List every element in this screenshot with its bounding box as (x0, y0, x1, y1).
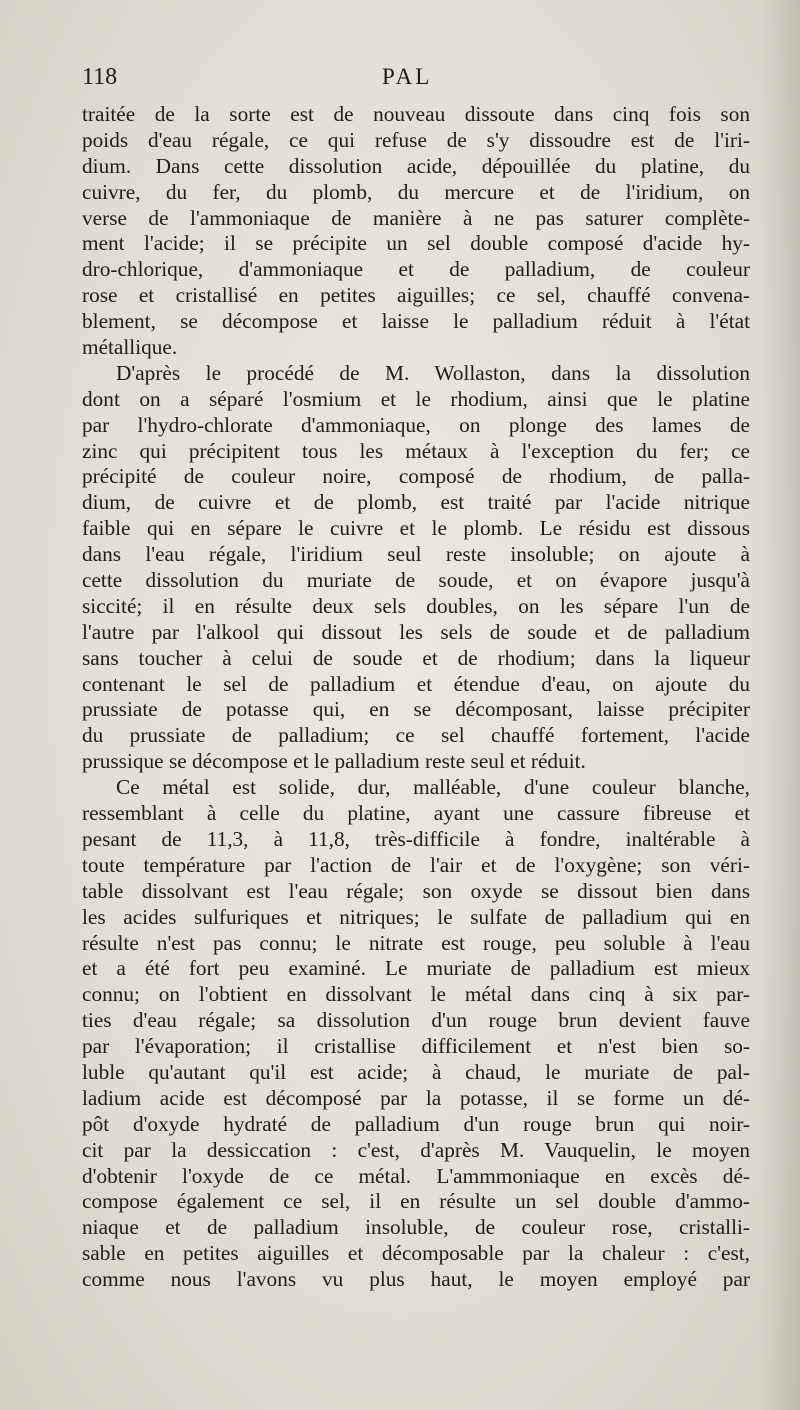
text-line: l'autre par l'alkool qui dissout les sels de soude et de palladium (82, 619, 750, 644)
text-line: niaque et de palladium insoluble, de couleur rose, cristalli- (82, 1215, 750, 1240)
text-line: ladium acide est décomposé par la potasse, il se forme un dé- (82, 1085, 750, 1110)
text-line: D'après le procédé de M. Wollaston, dans la dissolution (116, 360, 750, 385)
text-line: pôt d'oxyde hydraté de palladium d'un rouge brun qui noir- (82, 1111, 750, 1136)
running-head: PAL (382, 64, 433, 89)
text-line: prussique se décompose et le palladium reste seul et réduit. (82, 749, 586, 774)
body-text (82, 102, 750, 1293)
text-line: les acides sulfuriques et nitriques; le sulfate de palladium qui en (82, 904, 750, 929)
text-line: cuivre, du fer, du plomb, du mercure et de l'iridium, on (82, 179, 750, 204)
text-line: résulte n'est pas connu; le nitrate est rouge, peu soluble à l'eau (82, 930, 750, 955)
text-line: dium. Dans cette dissolution acide, dépouillée du platine, du (82, 153, 750, 178)
text-line: dro-chlorique, d'ammoniaque et de palladium, de couleur (82, 257, 750, 282)
text-line: et a été fort peu examiné. Le muriate de palladium est mieux (82, 956, 750, 981)
text-line: contenant le sel de palladium et étendue d'eau, on ajoute du (82, 671, 750, 696)
text-line: sans toucher à celui de soude et de rhodium; dans la liqueur (82, 645, 750, 670)
text-line: Ce métal est solide, dur, malléable, d'une couleur blanche, (116, 775, 750, 800)
text-line: cette dissolution du muriate de soude, et on évapore jusqu'à (82, 568, 750, 593)
text-line: ment l'acide; il se précipite un sel double composé d'acide hy- (82, 231, 750, 256)
text-line: du prussiate de palladium; ce sel chauffé fortement, l'acide (82, 723, 750, 748)
text-line: par l'évaporation; il cristallise difficilement et n'est bien so- (82, 1034, 750, 1059)
text-line: comme nous l'avons vu plus haut, le moyen employé par (82, 1267, 750, 1292)
text-line: précipité de couleur noire, composé de rhodium, de palla- (82, 464, 750, 489)
text-line: compose également ce sel, il en résulte un sel double d'ammo- (82, 1189, 750, 1214)
text-line: dans l'eau régale, l'iridium seul reste insoluble; on ajoute à (82, 542, 750, 567)
page-number: 118 (82, 64, 118, 90)
text-line: d'obtenir l'oxyde de ce métal. L'ammmoniaque en excès dé- (82, 1163, 750, 1188)
text-line: connu; on l'obtient en dissolvant le métal dans cinq à six par- (82, 982, 750, 1007)
text-line: métallique. (82, 335, 178, 360)
paragraph (82, 361, 750, 775)
page-header (82, 64, 752, 94)
text-line: prussiate de potasse qui, en se décomposant, laisse précipiter (82, 697, 750, 722)
text-line: pesant de 11,3, à 11,8, très-difficile à fondre, inaltérable à (82, 826, 750, 851)
text-line: blement, se décompose et laisse le palladium réduit à l'état (82, 309, 750, 334)
paragraph (82, 102, 750, 361)
text-line: traitée de la sorte est de nouveau dissoute dans cinq fois son (82, 102, 750, 126)
text-line: ressemblant à celle du platine, ayant une cassure fibreuse et (82, 801, 750, 826)
text-line: ties d'eau régale; sa dissolution d'un rouge brun devient fauve (82, 1008, 750, 1033)
text-line: verse de l'ammoniaque de manière à ne pas saturer complète- (82, 205, 750, 230)
text-line: par l'hydro-chlorate d'ammoniaque, on plonge des lames de (82, 412, 750, 437)
text-line: siccité; il en résulte deux sels doubles, on les sépare l'un de (82, 593, 750, 618)
text-line: dont on a séparé l'osmium et le rhodium, ainsi que le platine (82, 386, 750, 411)
text-line: sable en petites aiguilles et décomposable par la chaleur : c'est, (82, 1241, 750, 1266)
text-line: dium, de cuivre et de plomb, est traité par l'acide nitrique (82, 490, 750, 515)
text-line: poids d'eau régale, ce qui refuse de s'y dissoudre est de l'iri- (82, 127, 750, 152)
text-line: rose et cristallisé en petites aiguilles; ce sel, chauffé convena- (82, 283, 750, 308)
text-line: toute température par l'action de l'air et de l'oxygène; son véri- (82, 852, 750, 877)
text-line: zinc qui précipitent tous les métaux à l'exception du fer; ce (82, 438, 750, 463)
text-line: faible qui en sépare le cuivre et le plomb. Le résidu est dissous (82, 516, 750, 541)
text-line: table dissolvant est l'eau régale; son oxyde se dissout bien dans (82, 878, 750, 903)
text-line: luble qu'autant qu'il est acide; à chaud, le muriate de pal- (82, 1059, 750, 1084)
text-line: cit par la dessiccation : c'est, d'après M. Vauquelin, le moyen (82, 1137, 750, 1162)
paragraph (82, 775, 750, 1293)
